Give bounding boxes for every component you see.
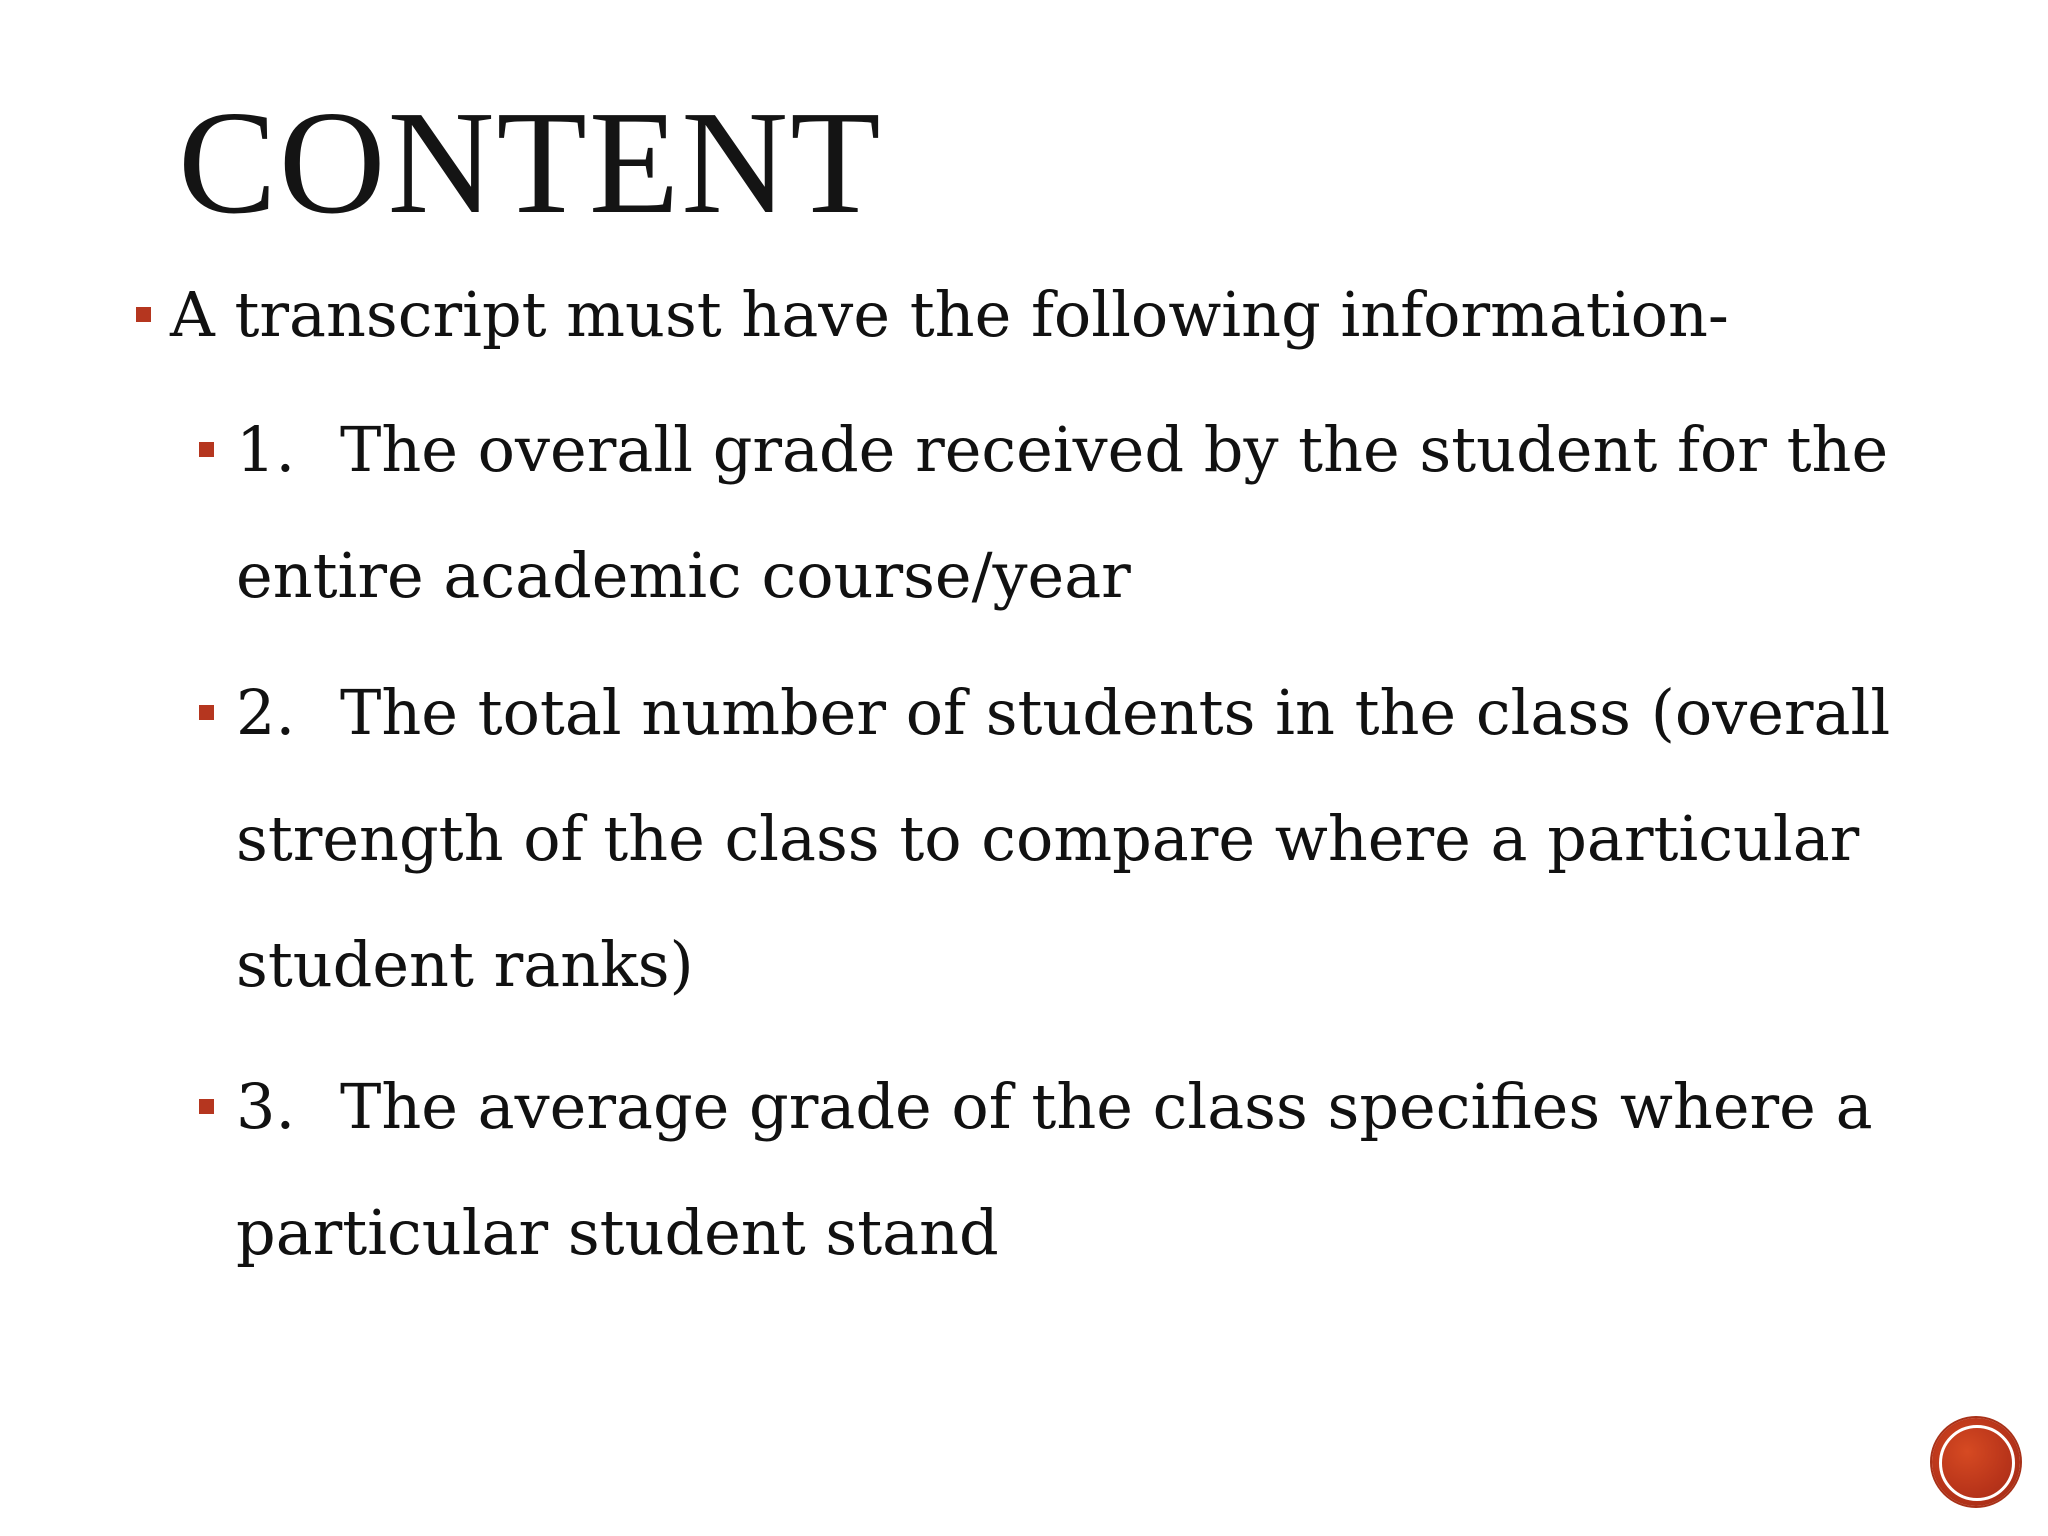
square-bullet-icon bbox=[199, 442, 214, 457]
list-item-3-number: 3. bbox=[236, 1070, 296, 1143]
square-bullet-icon bbox=[136, 307, 151, 322]
square-bullet-icon bbox=[199, 1099, 214, 1114]
slide-title: CONTENT bbox=[178, 81, 883, 245]
list-item-2-line-3: student ranks) bbox=[236, 928, 694, 1001]
list-item-2-line-2: strength of the class to compare where a particular bbox=[236, 802, 1860, 875]
list-item-1-number: 1. bbox=[236, 413, 296, 486]
circle-badge-icon bbox=[1932, 1418, 2020, 1506]
list-item-1-line-1 bbox=[236, 414, 1888, 486]
list-item-3-line-2: particular student stand bbox=[236, 1196, 999, 1269]
list-item-2-number: 2. bbox=[236, 676, 296, 749]
badge-ring bbox=[1939, 1425, 2015, 1501]
list-item-1-text: The overall grade received by the student for the bbox=[340, 413, 1889, 486]
list-item-2-text: The total number of students in the class (overall bbox=[340, 676, 1891, 749]
intro-text: A transcript must have the following information- bbox=[170, 278, 1729, 351]
list-item-2-line-1 bbox=[236, 677, 1890, 749]
list-item-3-text: The average grade of the class specifies where a bbox=[340, 1070, 1873, 1143]
list-item-3-line-1 bbox=[236, 1071, 1873, 1143]
square-bullet-icon bbox=[199, 705, 214, 720]
list-item-1-line-2: entire academic course/year bbox=[236, 539, 1131, 612]
